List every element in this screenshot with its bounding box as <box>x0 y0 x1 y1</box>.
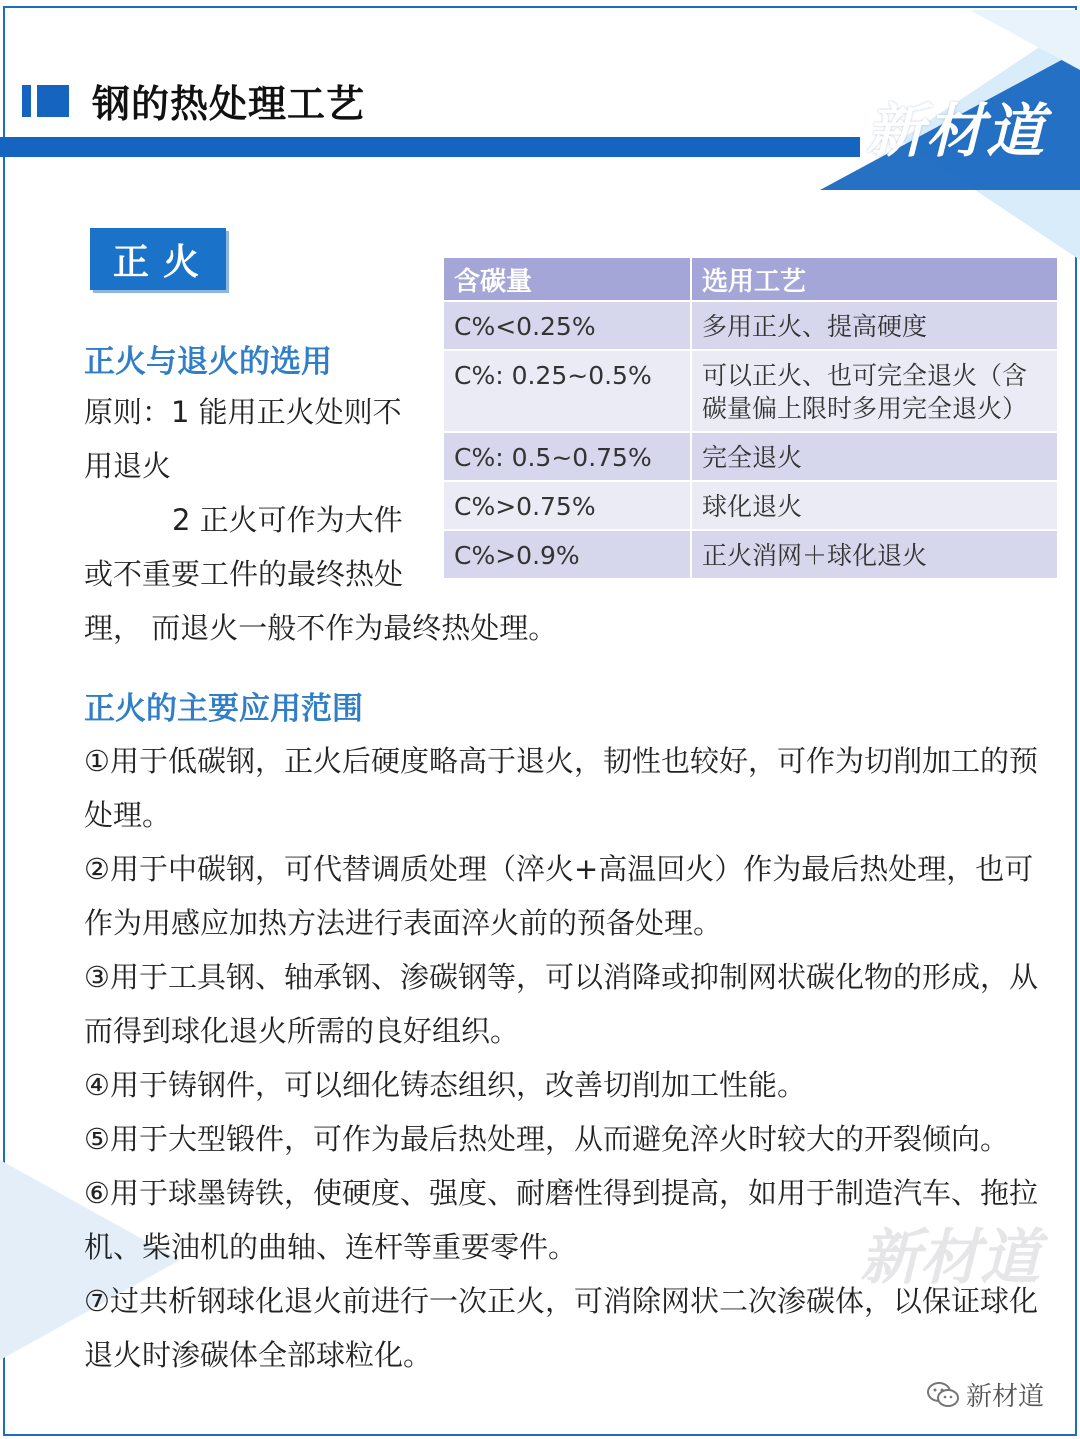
list-item: ③用于工具钢、轴承钢、渗碳钢等，可以消降或抑制网状碳化物的形成，从而得到球化退火所需的良好组织。 <box>84 960 1038 1048</box>
table-row <box>444 530 1058 578</box>
table-cell-carbon: C%: 0.25~0.5% <box>444 350 691 432</box>
list-item: ④用于铸钢件，可以细化铸态组织，改善切削加工性能。 <box>84 1068 806 1102</box>
table-cell-process: 可以正火、也可完全退火（含碳量偏上限时多用完全退火） <box>691 350 1058 432</box>
table-row <box>444 432 1058 481</box>
carbon-process-table <box>444 258 1058 578</box>
wechat-icon <box>926 1381 960 1409</box>
table-cell-carbon: C%>0.75% <box>444 481 691 530</box>
list-item: ①用于低碳钢，正火后硬度略高于退火，韧性也较好，可作为切削加工的预处理。 <box>84 744 1038 832</box>
principle-line-2: 用退火 <box>84 449 172 483</box>
footer-account-name: 新材道 <box>965 1382 1044 1412</box>
table-row <box>444 350 1058 432</box>
title-marker-block <box>37 85 69 117</box>
brand-logo: 新材道 <box>866 97 1047 165</box>
table-cell-process: 正火消网＋球化退火 <box>691 530 1058 578</box>
table-cell-process: 完全退火 <box>691 432 1058 481</box>
principle-line-1: 原则：1 能用正火处则不 <box>84 395 402 429</box>
footer-account <box>926 1376 1044 1413</box>
table-row <box>444 301 1058 350</box>
list-item: ⑤用于大型锻件，可作为最后热处理，从而避免淬火时较大的开裂倾向。 <box>84 1122 1009 1156</box>
page-title: 钢的热处理工艺 <box>92 82 366 126</box>
list-item: ⑦过共析钢球化退火前进行一次正火，可消除网状二次渗碳体，以保证球化退火时渗碳体全部球粒化。 <box>84 1284 1038 1372</box>
table-cell-process: 球化退火 <box>691 481 1058 530</box>
principle-line-3: 2 正火可作为大件 <box>172 503 403 537</box>
table-header-process: 选用工艺 <box>691 258 1058 301</box>
title-marker <box>22 85 31 117</box>
table-cell-carbon: C%: 0.5~0.75% <box>444 432 691 481</box>
table-cell-carbon: C%<0.25% <box>444 301 691 350</box>
selection-heading: 正火与退火的选用 <box>84 344 332 380</box>
header-band <box>0 137 860 157</box>
table-row <box>444 481 1058 530</box>
brand-watermark: 新材道 <box>860 1223 1040 1293</box>
table-cell-process: 多用正火、提高硬度 <box>691 301 1058 350</box>
table-cell-carbon: C%>0.9% <box>444 530 691 578</box>
principle-line-4: 或不重要工件的最终热处 <box>84 557 404 591</box>
table-header-carbon: 含碳量 <box>444 258 691 301</box>
section-badge: 正火 <box>90 228 226 290</box>
principle-line-5: 理， 而退火一般不作为最终热处理。 <box>84 611 558 645</box>
list-item: ②用于中碳钢，可代替调质处理（淬火+高温回火）作为最后热处理，也可作为用感应加热方法进行表面淬火前的预备处理。 <box>84 852 1034 940</box>
applications-heading: 正火的主要应用范围 <box>84 691 363 727</box>
list-item: ⑥用于球墨铸铁，使硬度、强度、耐磨性得到提高，如用于制造汽车、拖拉机、柴油机的曲轴、连杆等重要零件。 <box>84 1176 1038 1264</box>
